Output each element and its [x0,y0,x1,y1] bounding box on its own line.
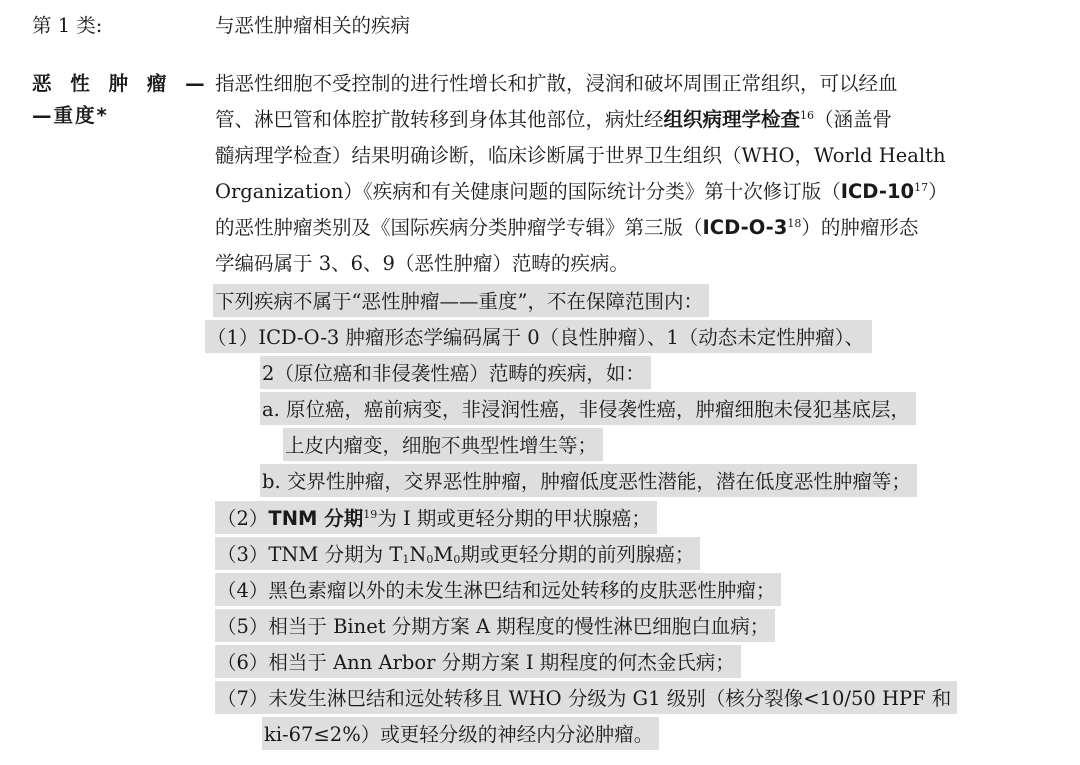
disease-name-line2: —重度* [32,104,109,127]
definition-line-6: 学编码属于 3、6、9（恶性肿瘤）范畴的疾病。 [215,252,629,275]
exclusion-item-3: （3）TNM 分期为 $T_1N_0M_0$期或更轻分期的前列腺癌； [215,537,700,570]
histopathology-term: 组织病理学检查 [663,108,801,131]
definition-line-1: 指恶性细胞不受控制的进行性增长和扩散，浸润和破坏周围正常组织，可以经血 [215,72,898,95]
category-title: 与恶性肿瘤相关的疾病 [215,14,411,37]
exclusion-item-1-line-2: 2（原位癌和非侵袭性癌）范畴的疾病，如： [260,356,651,389]
exclusion-item-6: （6）相当于 Ann Arbor 分期方案 I 期程度的何杰金氏病； [215,645,741,678]
exclusion-intro: 下列疾病不属于“恶性肿瘤——重度”，不在保障范围内： [213,284,709,317]
icdo3-term: ICD-O-3 [702,216,788,239]
icd10-term: ICD-10 [840,180,915,203]
definition-line-2: 管、淋巴管和体腔扩散转移到身体其他部位，病灶经组织病理学检查$^{16}$（涵盖骨 [215,108,893,131]
definition-line-4: Organization）《疾病和有关健康问题的国际统计分类》第十次修订版$(ICD-10^{17})$ [215,180,948,203]
definition-line-3: 髓病理学检查）结果明确诊断，临床诊断属于世界卫生组织（WHO，World Health [215,144,946,167]
exclusion-item-7-line-2: ki-67≤2%）或更轻分级的神经内分泌肿瘤。 [262,717,659,750]
exclusion-item-4: （4）黑色素瘤以外的未发生淋巴结和远处转移的皮肤恶性肿瘤； [215,573,781,606]
exclusion-item-1-line-1: （1）ICD-O-3 肿瘤形态学编码属于 0（良性肿瘤）、1（动态未定性肿瘤）、 [205,320,872,353]
definition-line-5: 的恶性肿瘤类别及《国际疾病分类肿瘤学专辑》第三版$(ICD-O-3^{18})$的肿瘤形态 [215,216,919,239]
disease-name-line1: 恶 性 肿 瘤 — [32,72,211,95]
exclusion-item-1a-line-1: a. 原位癌，癌前病变，非浸润性癌，非侵袭性癌，肿瘤细胞未侵犯基底层， [260,392,916,425]
exclusion-item-5: （5）相当于 Binet 分期方案 A 期程度的慢性淋巴细胞白血病； [215,609,775,642]
exclusion-item-1b: b. 交界性肿瘤，交界恶性肿瘤，肿瘤低度恶性潜能，潜在低度恶性肿瘤等； [260,464,917,497]
tnm-staging-term: TNM 分期 [268,507,364,530]
exclusion-item-7-line-1: （7）未发生淋巴结和远处转移且 WHO 分级为 G1 级别（核分裂像<10/50 HPF 和 [215,681,957,714]
exclusion-item-2: （2）TNM 分期$^{19}$为 I 期或更轻分期的甲状腺癌； [215,501,657,534]
category-label: 第 1 类: [32,14,103,37]
exclusion-item-1a-line-2: 上皮内瘤变，细胞不典型性增生等； [283,428,603,461]
